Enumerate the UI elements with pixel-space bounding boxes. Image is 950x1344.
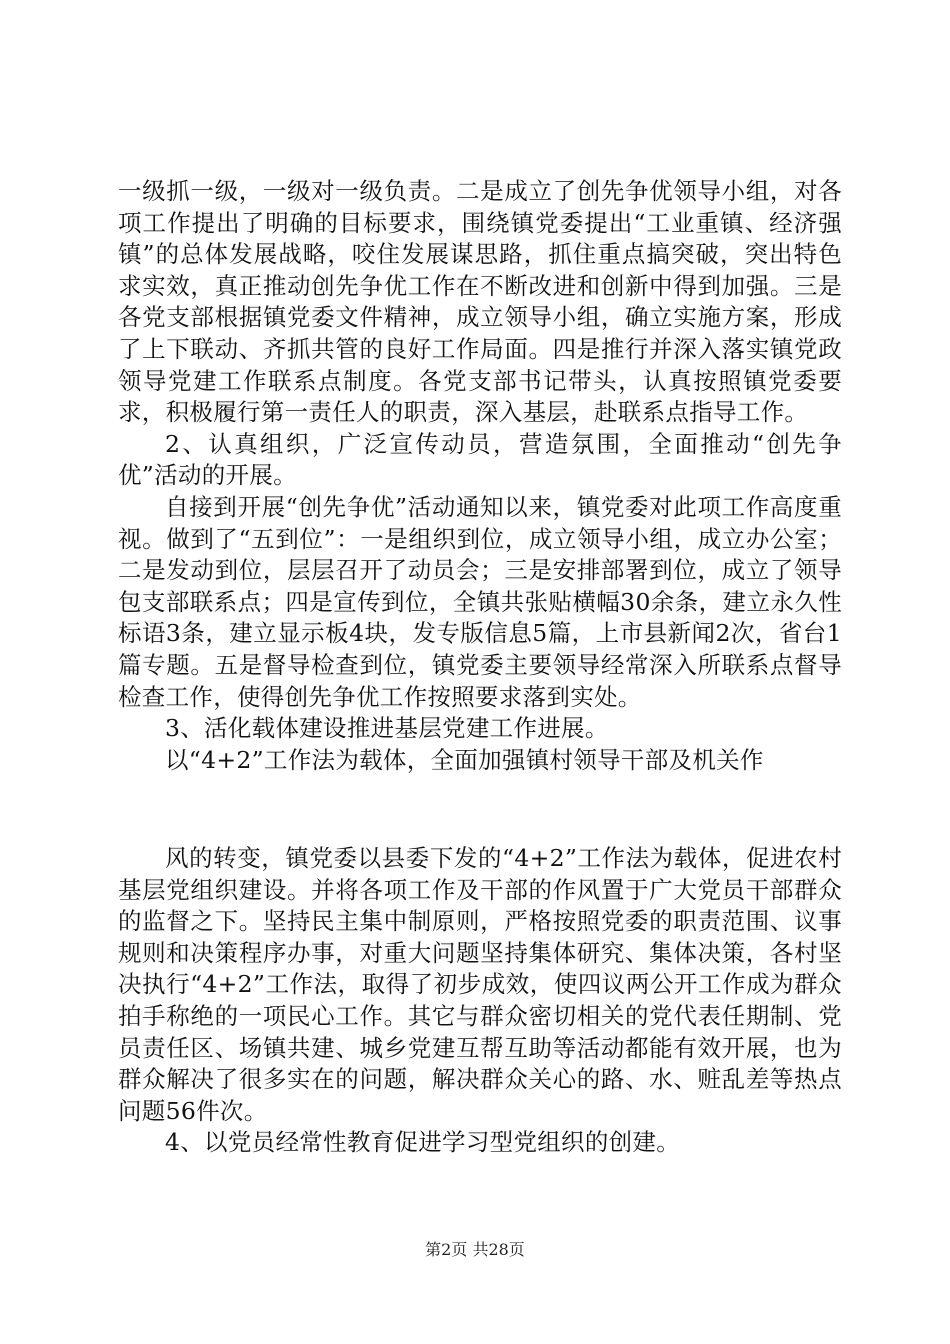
paragraph: 自接到开展“创先争优”活动通知以来，镇党委对此项工作高度重视。做到了“五到位”：一是组织到位，成立领导小组，成立办公室；二是发动到位，层层召开了动员会；三是安排部署到位，成立了领导包支部联系点；四是宣传到位，全镇共张贴横幅30余条，建立永久性标语3条，建立显示板4块，发专版信息5篇，上市县新闻2次，省台1篇专题。五是督导检查到位，镇党委主要领导经常深入所联系点督导检查工作，使得创先争优工作按照要求落到实处。: [118, 492, 842, 711]
text-block-lower: [118, 843, 842, 1159]
page-number-footer: 第2页 共28页: [425, 1240, 525, 1259]
paragraph-heading-4: 4、以党员经常性教育促进学习型党组织的创建。: [165, 1128, 681, 1157]
paragraph: 风的转变，镇党委以县委下发的“4+2”工作法为载体，促进农村基层党组织建设。并将各项工作及干部的作风置于广大党员干部群众的监督之下。坚持民主集中制原则，严格按照党委的职责范围、议事规则和决策程序办事，对重大问题坚持集体研究、集体决策，各村坚决执行“4+2”工作法，取得了初步成效，使四议两公开工作成为群众拍手称绝的一项民心工作。其它与群众密切相关的党代表任期制、党员责任区、场镇共建、城乡党建互帮互助等活动都能有效开展，也为群众解决了很多实在的问题，解决群众关心的路、水、赃乱差等热点问题56件次。: [118, 844, 842, 1125]
paragraph: 以“4+2”工作法为载体，全面加强镇村领导干部及机关作: [165, 745, 764, 774]
paragraph: 一级抓一级，一级对一级负责。二是成立了创先争优领导小组，对各项工作提出了明确的目标要求，围绕镇党委提出“工业重镇、经济强镇”的总体发展战略，咬住发展谋思路，抓住重点搞突破，突出特色求实效，真正推动创先争优工作在不断改进和创新中得到加强。三是各党支部根据镇党委文件精神，成立领导小组，确立实施方案，形成了上下联动、齐抓共管的良好工作局面。四是推行并深入落实镇党政领导党建工作联系点制度。各党支部书记带头，认真按照镇党委要求，积极履行第一责任人的职责，深入基层，赴联系点指导工作。: [118, 177, 842, 427]
paragraph-heading-3: 3、活化载体建设推进基层党建工作进展。: [165, 714, 609, 743]
text-block-upper: [118, 176, 842, 776]
paragraph-heading-2: 2、认真组织，广泛宣传动员，营造氛围，全面推动“创先争优”活动的开展。: [118, 429, 842, 490]
